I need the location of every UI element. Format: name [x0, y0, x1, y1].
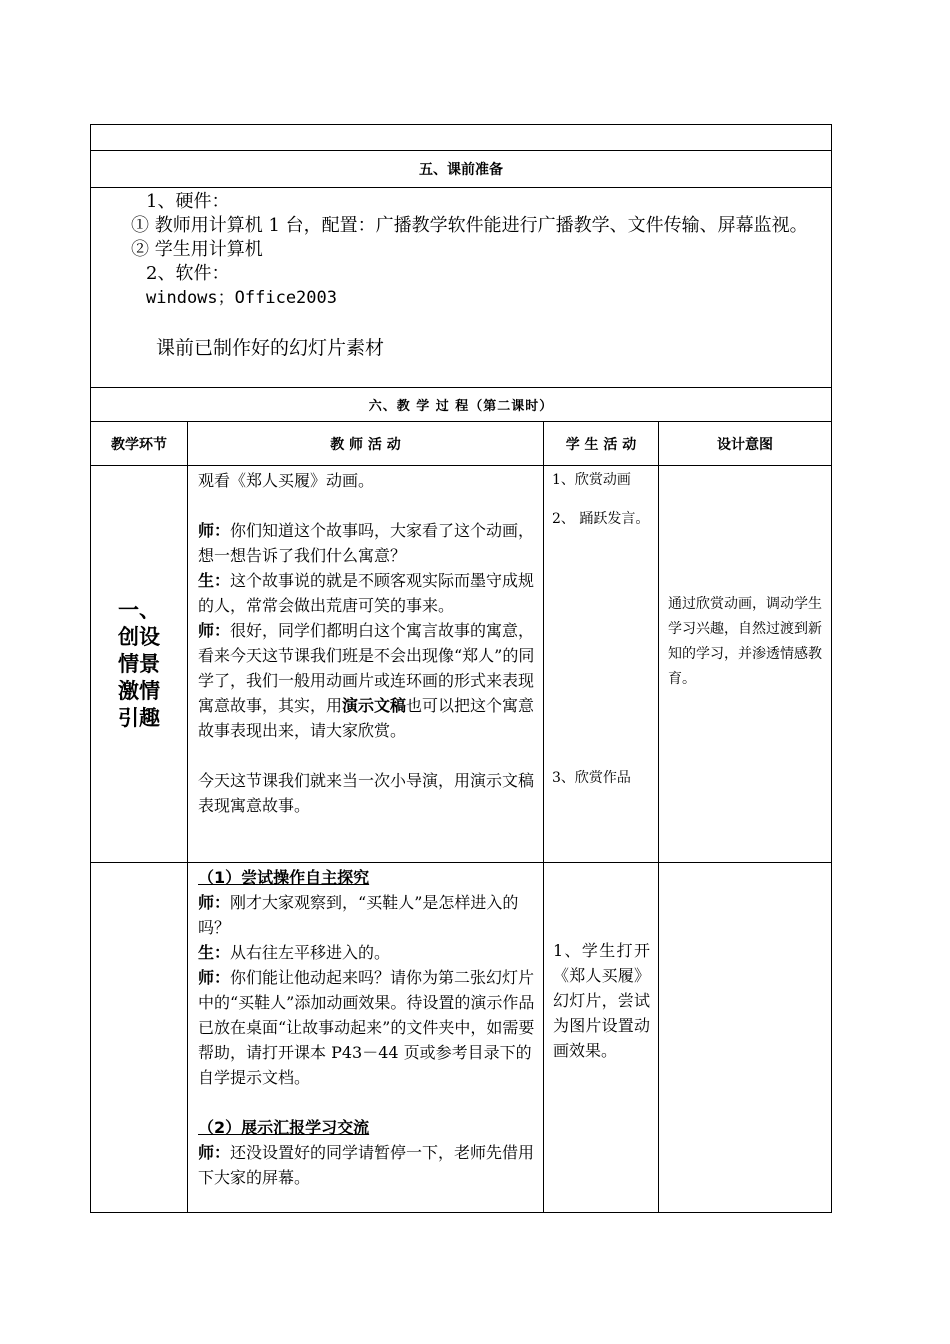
student-activity-cell: 1、学生打开《郑人买履》幻灯片，尝试为图片设置动画效果。: [544, 863, 659, 1212]
section-5-title: 五、课前准备: [91, 151, 831, 188]
teacher-line-task: 师：你们能让他动起来吗？请你为第二张幻灯片中的“买鞋人”添加动画效果。待设置的演示作品已放在桌面“让故事动起来”的文件夹中，如需要帮助，请打开课本 P43－44 页或参考目录下的自学提示文档。: [198, 968, 535, 1087]
stage-cell: [91, 466, 188, 862]
header-student-activity: 学 生 活 动: [544, 422, 659, 465]
hardware-heading: 1、硬件：: [146, 191, 230, 212]
teacher-line-today: 今天这节课我们就来当一次小导演，用演示文稿表现寓意故事。: [198, 771, 535, 815]
design-intent-cell: 通过欣赏动画，调动学生学习兴趣，自然过渡到新知的学习，并渗透情感教育。: [668, 596, 822, 687]
stage-text: 一、 创设 情景 激情 引趣: [118, 597, 160, 730]
header-stage: 教学环节: [91, 422, 188, 465]
student-computer-line: ② 学生用计算机: [131, 239, 263, 260]
teacher-computer-line: ① 教师用计算机 1 台，配置：广播教学软件能进行广播教学、文件传输、屏幕监视。: [131, 215, 808, 236]
table-header-row: [91, 422, 831, 466]
design-intent-cell-empty: [659, 863, 831, 1212]
teacher-activity-cell: [188, 466, 544, 862]
software-line: windows；Office2003: [146, 288, 337, 308]
header-teacher-activity: 教 师 活 动: [188, 422, 544, 465]
empty-row: [91, 125, 831, 151]
section-6-title: 六、教 学 过 程（第二课时）: [91, 388, 831, 422]
subsection-share: （2）展示汇报学习交流: [198, 1118, 370, 1137]
stage-cell-empty: [91, 863, 188, 1212]
teacher-activity-cell: [188, 863, 544, 1212]
materials-line: 课前已制作好的幻灯片素材: [156, 337, 385, 359]
teacher-line-pause: 师：还没设置好的同学请暂停一下，老师先借用下大家的屏幕。: [198, 1143, 535, 1187]
teacher-line-question: 师：你们知道这个故事吗，大家看了这个动画，想一想告诉了我们什么寓意？: [198, 521, 535, 565]
keyword-presentation: 演示文稿: [342, 696, 407, 715]
table-row: [91, 863, 831, 1212]
student-answer-line: 生：这个故事说的就是不顾客观实际而墨守成规的人，常常会做出荒唐可笑的事来。: [198, 571, 535, 615]
prep-content: [91, 188, 831, 388]
lesson-plan-table: [90, 124, 832, 1213]
student-activity-cell: [544, 466, 659, 862]
student-step-2: 2、 踊跃发言。: [552, 511, 650, 527]
stage-label: [118, 597, 160, 732]
teacher-line-observe: 师：刚才大家观察到，“买鞋人”是怎样进入的吗？: [198, 893, 519, 937]
subsection-explore: （1）尝试操作自主探究: [198, 868, 370, 887]
header-design-intent: 设计意图: [717, 436, 773, 453]
student-step-1: 1、欣赏动画: [552, 472, 631, 488]
table-row: [91, 466, 831, 863]
software-heading: 2、软件：: [146, 263, 230, 284]
student-step-3: 3、欣赏作品: [552, 770, 631, 786]
teacher-line-watch: 观看《郑人买履》动画。: [198, 471, 375, 490]
teacher-line-intro: 师：很好，同学们都明白这个寓言故事的寓意，看来今天这节课我们班是不会出现像“郑人”的同学了，我们一般用动画片或连环画的形式来表现寓意故事，其实，用演示文稿也可以把这个寓意故事表现出来，请大家欣赏。: [198, 621, 535, 740]
student-answer-line: 生：从右往左平移进入的。: [198, 943, 391, 962]
